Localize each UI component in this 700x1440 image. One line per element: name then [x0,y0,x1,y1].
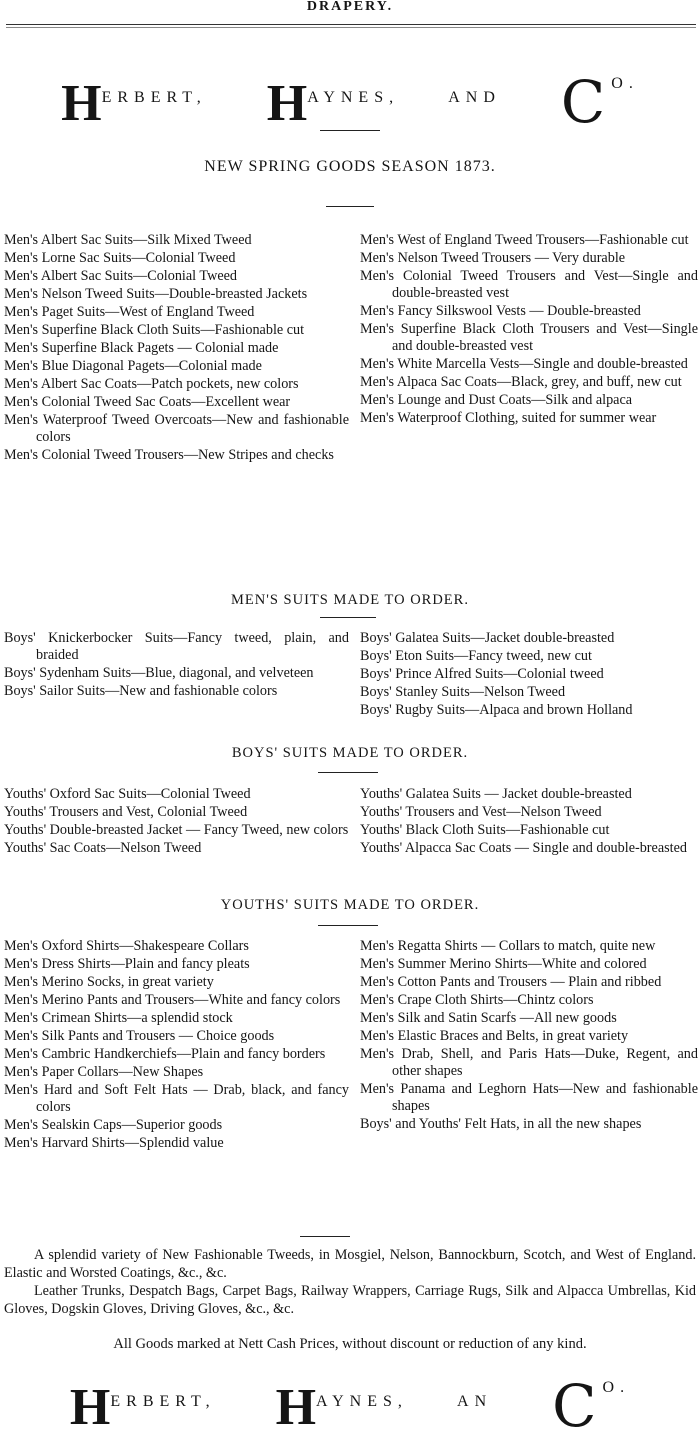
shirts-right-column [360,938,698,1153]
list-item: Men's Paper Collars—New Shapes [4,1064,204,1080]
top-rule-thin [6,27,696,28]
mens-suits-heading: MEN'S SUITS MADE TO ORDER. [231,592,469,608]
shirts-left-column [4,938,349,1153]
list-item: Men's Waterproof Tweed Overcoats—New and fashionable colors [4,412,349,445]
divider-rule [300,1236,350,1237]
shirts-goods-columns [4,938,698,1153]
firm-initial-h2: H [275,1379,317,1436]
firm-initial-h: H [61,75,102,132]
mens-right-column [360,232,698,465]
list-item: Youths' Sac Coats—Nelson Tweed [4,840,202,856]
list-item: Boys' Rugby Suits—Alpaca and brown Holland [360,702,633,718]
firm-word-aynes: AYNES, [316,1393,408,1410]
list-item: Men's Fancy Silkswool Vests — Double-breasted [360,303,641,319]
firm-word-erbert: ERBERT, [110,1393,216,1410]
list-item: Men's Colonial Tweed Trousers—New Stripes and checks [4,447,334,463]
list-item: Men's Lounge and Dust Coats—Silk and alpaca [360,392,633,408]
youths-left-column [4,786,349,858]
boys-goods-columns [4,630,698,720]
list-item: Youths' Oxford Sac Suits—Colonial Tweed [4,786,251,802]
firm-initial-h2: H [266,75,308,132]
list-item: Men's Albert Sac Suits—Silk Mixed Tweed [4,232,252,248]
firm-initial-c: C [552,1372,603,1440]
boys-right-column [360,630,698,720]
list-item: Men's Elastic Braces and Belts, in great variety [360,1028,629,1044]
firm-word-aynes: AYNES, [307,89,400,106]
list-item: Boys' Stanley Suits—Nelson Tweed [360,684,566,700]
list-item: Men's Cotton Pants and Trousers — Plain and ribbed [360,974,662,990]
list-item: Men's Crape Cloth Shirts—Chintz colors [360,992,594,1008]
firm-name-footer [0,1372,700,1440]
list-item: Men's White Marcella Vests—Single and double-breasted [360,356,688,372]
list-item: Youths' Alpacca Sac Coats — Single and double-breasted [360,840,687,856]
list-item: Youths' Trousers and Vest—Nelson Tweed [360,804,602,820]
list-item: Boys' Sailor Suits—New and fashionable colors [4,683,278,699]
list-item: Youths' Trousers and Vest, Colonial Tweed [4,804,248,820]
boys-suits-heading: BOYS' SUITS MADE TO ORDER. [231,745,469,761]
mens-left-column [4,232,349,465]
firm-word-erbert: ERBERT, [101,89,207,106]
season-title: NEW SPRING GOODS SEASON 1873. [204,158,496,175]
list-item: Men's Harvard Shirts—Splendid value [4,1135,224,1151]
firm-initial-h: H [69,1379,111,1436]
list-item: Men's Blue Diagonal Pagets—Colonial made [4,358,262,374]
list-item: Men's Drab, Shell, and Paris Hats—Duke, Regent, and other shapes [360,1046,698,1079]
divider-rule [320,617,376,618]
list-item: Men's Alpaca Sac Coats—Black, grey, and buff, new cut [360,374,682,390]
list-item: Men's Sealskin Caps—Superior goods [4,1117,223,1133]
list-item: Youths' Galatea Suits — Jacket double-breasted [360,786,632,802]
list-item: Men's Merino Pants and Trousers—White and fancy colors [4,992,341,1008]
divider-rule [318,772,378,773]
luggage-paragraph: Leather Trunks, Despatch Bags, Carpet Bags, Railway Wrappers, Carriage Rugs, Silk and Alpacca Umbrellas, Kid Gloves, Dogskin Gloves, Driving Gloves, &c., &c. [4,1283,696,1317]
mens-goods-columns [4,232,698,465]
list-item: Boys' Sydenham Suits—Blue, diagonal, and velveteen [4,665,314,681]
list-item: Men's Regatta Shirts — Collars to match, quite new [360,938,656,954]
list-item: Men's Waterproof Clothing, suited for summer wear [360,410,657,426]
top-rule [6,24,696,25]
list-item: Men's Nelson Tweed Trousers — Very durable [360,250,626,266]
firm-word-an: AN [457,1393,493,1410]
list-item: Men's Cambric Handkerchiefs—Plain and fancy borders [4,1046,326,1062]
nett-cash-notice: All Goods marked at Nett Cash Prices, without discount or reduction of any kind. [113,1336,587,1352]
tweeds-paragraph: A splendid variety of New Fashionable Tweeds, in Mosgiel, Nelson, Bannockburn, Scotch, and West of England. Elastic and Worsted Coatings, &c., &c. [4,1247,696,1281]
list-item: Men's Panama and Leghorn Hats—New and fashionable shapes [360,1081,698,1114]
divider-rule [320,130,380,131]
list-item: Boys' Eton Suits—Fancy tweed, new cut [360,648,592,664]
list-item: Men's West of England Tweed Trousers—Fashionable cut [360,232,689,248]
list-item: Men's Merino Socks, in great variety [4,974,214,990]
list-item: Men's Summer Merino Shirts—White and colored [360,956,647,972]
list-item: Youths' Black Cloth Suits—Fashionable cut [360,822,610,838]
list-item: Men's Paget Suits—West of England Tweed [4,304,255,320]
list-item: Men's Albert Sac Suits—Colonial Tweed [4,268,238,284]
firm-initial-c: C [560,68,612,136]
list-item: Men's Oxford Shirts—Shakespeare Collars [4,938,249,954]
youths-right-column [360,786,698,858]
list-item: Men's Superfine Black Cloth Trousers and Vest—Single and double-breasted vest [360,321,698,354]
divider-rule [326,206,374,207]
list-item: Men's Nelson Tweed Suits—Double-breasted Jackets [4,286,308,302]
youths-goods-columns [4,786,698,858]
list-item: Men's Colonial Tweed Trousers and Vest—Single and double-breasted vest [360,268,698,301]
list-item: Men's Hard and Soft Felt Hats — Drab, black, and fancy colors [4,1082,349,1115]
section-title: DRAPERY. [306,0,394,14]
list-item: Boys' Prince Alfred Suits—Colonial tweed [360,666,604,682]
firm-word-o: O. [602,1379,631,1396]
list-item: Boys' and Youths' Felt Hats, in all the new shapes [360,1116,642,1132]
list-item: Boys' Knickerbocker Suits—Fancy tweed, plain, and braided [4,630,349,663]
list-item: Boys' Galatea Suits—Jacket double-breasted [360,630,615,646]
list-item: Men's Albert Sac Coats—Patch pockets, new colors [4,376,299,392]
list-item: Men's Colonial Tweed Sac Coats—Excellent wear [4,394,291,410]
youths-suits-heading: YOUTHS' SUITS MADE TO ORDER. [220,897,480,913]
boys-left-column [4,630,349,720]
list-item: Men's Crimean Shirts—a splendid stock [4,1010,233,1026]
firm-word-and: AND [448,89,501,106]
list-item: Men's Lorne Sac Suits—Colonial Tweed [4,250,236,266]
divider-rule [318,925,378,926]
firm-name-header [0,68,700,136]
list-item: Men's Dress Shirts—Plain and fancy pleats [4,956,250,972]
list-item: Men's Silk Pants and Trousers — Choice goods [4,1028,275,1044]
list-item: Men's Superfine Black Pagets — Colonial made [4,340,279,356]
list-item: Youths' Double-breasted Jacket — Fancy Tweed, new colors [4,822,349,838]
firm-word-o: O. [611,75,639,92]
list-item: Men's Superfine Black Cloth Suits—Fashionable cut [4,322,305,338]
list-item: Men's Silk and Satin Scarfs —All new goods [360,1010,617,1026]
